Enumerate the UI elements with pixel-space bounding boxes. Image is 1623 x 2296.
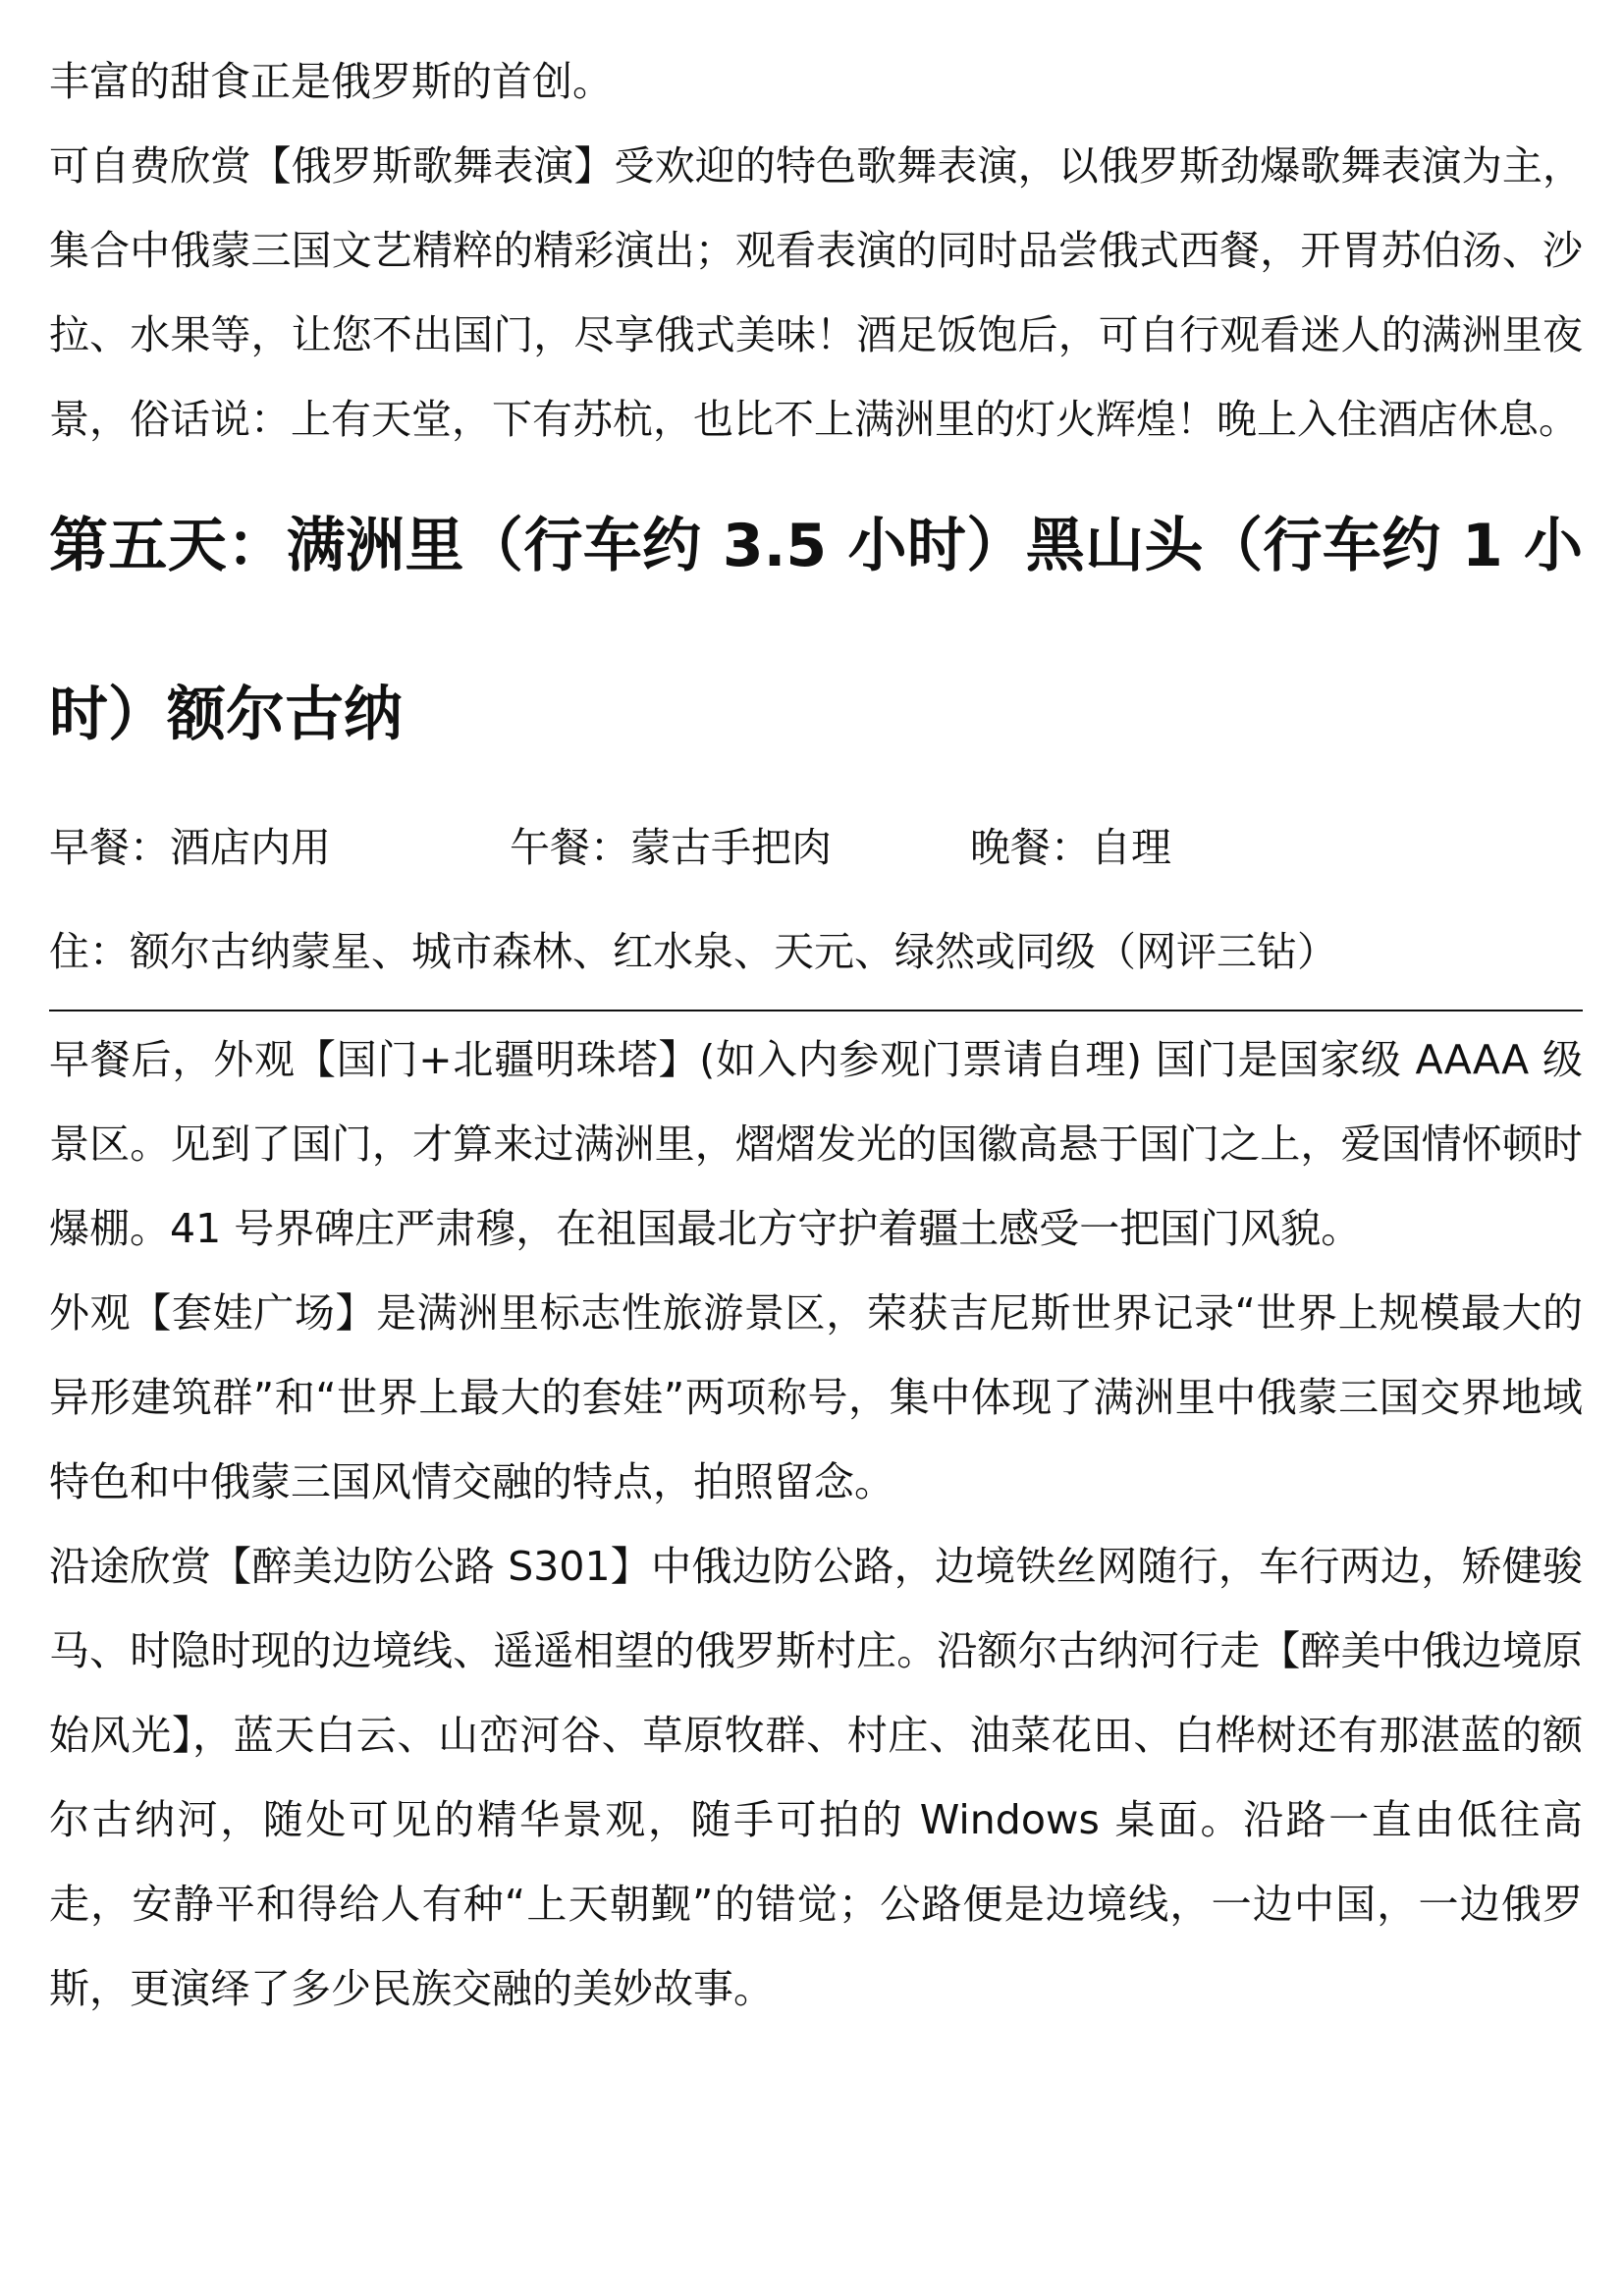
accommodation-info: 住：额尔古纳蒙星、城市森林、红水泉、天元、绿然或同级（网评三钻） xyxy=(49,928,1337,975)
breakfast-info: 早餐：酒店内用 xyxy=(49,824,331,871)
section-divider xyxy=(49,1010,1583,1011)
itinerary-paragraph: 早餐后，外观【国门+北疆明珠塔】(如入内参观门票请自理) 国门是国家级 AAAA 级景区。见到了国门，才算来过满洲里，熠熠发光的国徽高悬于国门之上，爱国情怀顿时爆棚。41 号界碑庄严肃穆，在祖国最北方守护着疆土感受一把国门风貌。 xyxy=(49,1036,1583,1252)
dinner-info: 晚餐：自理 xyxy=(970,824,1171,871)
meals-row xyxy=(49,805,1583,890)
lunch-info: 午餐：蒙古手把肉 xyxy=(510,824,832,871)
itinerary-paragraph: 外观【套娃广场】是满洲里标志性旅游景区，荣获吉尼斯世界记录“世界上规模最大的异形建筑群”和“世界上最大的套娃”两项称号，集中体现了满洲里中俄蒙三国交界地域特色和中俄蒙三国风情交融的特点，拍照留念。 xyxy=(49,1289,1583,1505)
itinerary-paragraph: 沿途欣赏【醉美边防公路 S301】中俄边防公路，边境铁丝网随行，车行两边，矫健骏马、时隐时现的边境线、遥遥相望的俄罗斯村庄。沿额尔古纳河行走【醉美中俄边境原始风光】，蓝天白云、山峦河谷、草原牧群、村庄、油菜花田、白桦树还有那湛蓝的额尔古纳河，随处可见的精华景观，随手可拍的 Windows 桌面。沿路一直由低往高走，安静平和得给人有种“上天朝觐”的错觉；公路便是边境线，一边中国，一边俄罗斯，更演绎了多少民族交融的美妙故事。 xyxy=(49,1543,1583,2012)
day-heading: 第五天：满洲里（行车约 3.5 小时）黑山头（行车约 1 小时）额尔古纳 xyxy=(49,512,1583,749)
intro-paragraph: 可自费欣赏【俄罗斯歌舞表演】受欢迎的特色歌舞表演，以俄罗斯劲爆歌舞表演为主，集合中俄蒙三国文艺精粹的精彩演出；观看表演的同时品尝俄式西餐，开胃苏伯汤、沙拉、水果等，让您不出国门，尽享俄式美味！酒足饭饱后，可自行观看迷人的满洲里夜景，俗话说：上有天堂，下有苏杭，也比不上满洲里的灯火辉煌！晚上入住酒店休息。 xyxy=(49,142,1583,443)
intro-paragraph: 丰富的甜食正是俄罗斯的首创。 xyxy=(49,58,613,105)
document-page xyxy=(49,39,1583,2031)
